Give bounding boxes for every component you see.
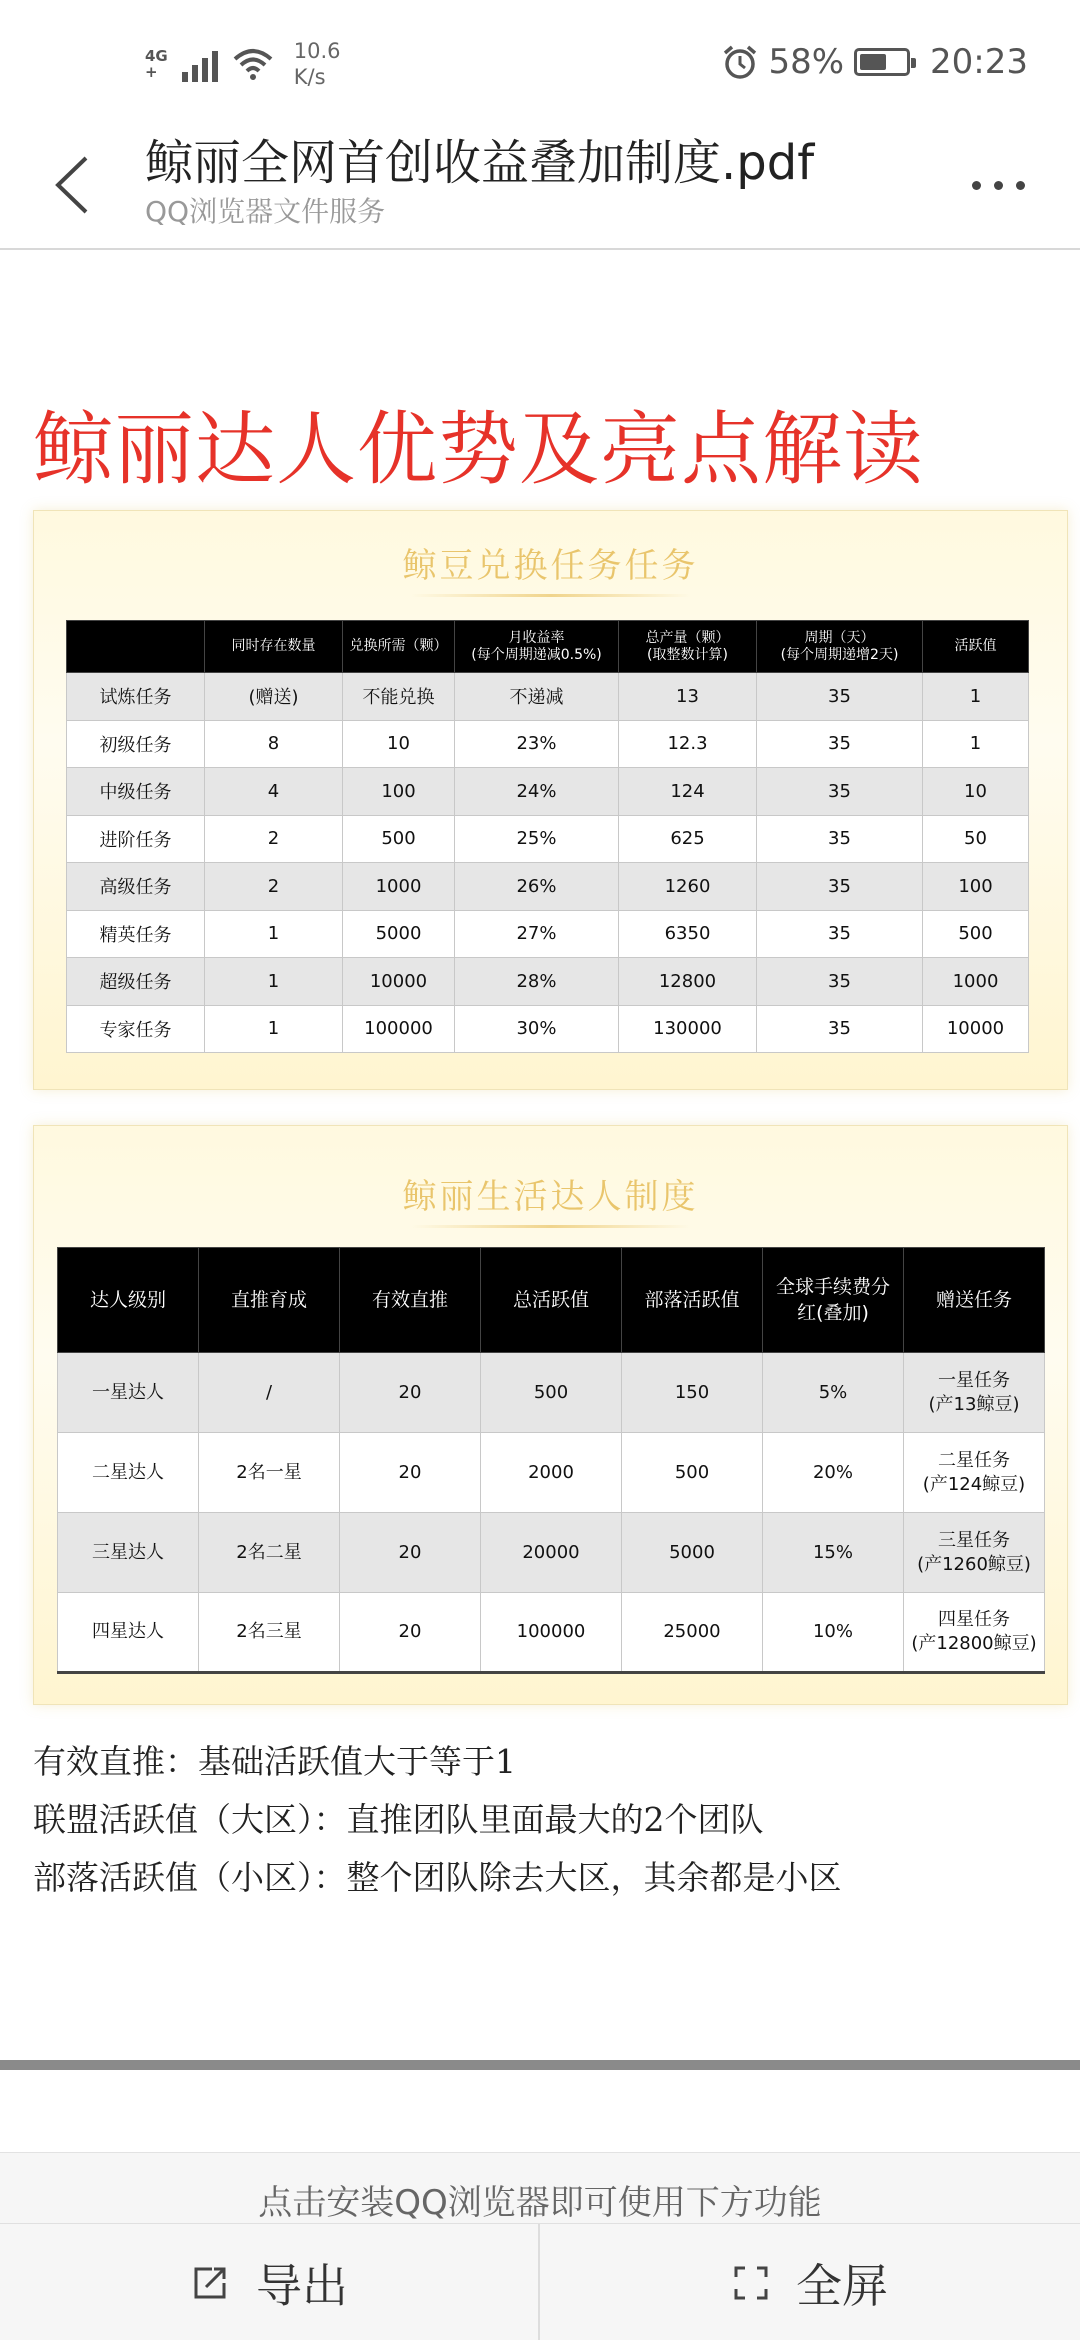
table-cell: 2名三星 xyxy=(199,1593,340,1673)
table-row xyxy=(67,720,1029,768)
table-cell: (赠送) xyxy=(205,673,343,721)
column-header xyxy=(67,621,205,673)
export-button[interactable] xyxy=(0,2224,540,2340)
table-cell: 130000 xyxy=(619,1005,757,1053)
notes xyxy=(33,1733,842,1907)
table-row xyxy=(58,1593,1045,1673)
table-cell: 2名一星 xyxy=(199,1433,340,1513)
table-cell: 35 xyxy=(757,863,923,911)
table-cell: 28% xyxy=(455,958,619,1006)
clock: 20:23 xyxy=(930,42,1028,82)
table-cell: 23% xyxy=(455,720,619,768)
table-cell: 不递减 xyxy=(455,673,619,721)
table-cell: 13 xyxy=(619,673,757,721)
table-cell: 12.3 xyxy=(619,720,757,768)
card-title: 鲸豆兑换任务任务 xyxy=(34,538,1067,587)
row-header-cell: 二星达人 xyxy=(58,1433,199,1513)
column-header: 部落活跃值 xyxy=(622,1248,763,1353)
table-cell: 1 xyxy=(923,673,1029,721)
document-subtitle: QQ浏览器文件服务 xyxy=(145,195,386,228)
row-header-cell: 试炼任务 xyxy=(67,673,205,721)
talent-system-table xyxy=(57,1247,1045,1674)
table-cell: 500 xyxy=(343,815,455,863)
row-header-cell: 三星达人 xyxy=(58,1513,199,1593)
table-cell: 35 xyxy=(757,815,923,863)
table-cell: 三星任务 (产1260鲸豆) xyxy=(904,1513,1045,1593)
wifi-icon xyxy=(232,47,274,81)
table-cell: 35 xyxy=(757,1005,923,1053)
export-label: 导出 xyxy=(256,2259,348,2313)
note-line: 有效直推：基础活跃值大于等于1 xyxy=(33,1742,516,1781)
table-cell: 20% xyxy=(763,1433,904,1513)
column-header: 活跃值 xyxy=(923,621,1029,673)
row-header-cell: 初级任务 xyxy=(67,720,205,768)
net-speed: 10.6 K/s xyxy=(293,39,341,89)
more-dot-icon xyxy=(972,181,981,190)
note-line: 部落活跃值（小区）：整个团队除去大区，其余都是小区 xyxy=(33,1858,842,1897)
fullscreen-button[interactable] xyxy=(540,2224,1080,2340)
table-cell: 50 xyxy=(923,815,1029,863)
table-cell: 35 xyxy=(757,673,923,721)
table-cell: 10000 xyxy=(923,1005,1029,1053)
card-title: 鲸丽生活达人制度 xyxy=(34,1169,1067,1218)
table-cell: 10 xyxy=(343,720,455,768)
column-header: 兑换所需（颗） xyxy=(343,621,455,673)
table-cell: 25000 xyxy=(622,1593,763,1673)
back-button[interactable] xyxy=(48,150,98,220)
column-header: 总活跃值 xyxy=(481,1248,622,1353)
row-header-cell: 四星达人 xyxy=(58,1593,199,1673)
table-cell: 100000 xyxy=(343,1005,455,1053)
table-cell: 不能兑换 xyxy=(343,673,455,721)
alarm-icon xyxy=(722,44,758,80)
table-row xyxy=(67,1005,1029,1053)
page-heading: 鲸丽达人优势及亮点解读 xyxy=(33,403,924,496)
table-cell: 124 xyxy=(619,768,757,816)
table-cell: 4 xyxy=(205,768,343,816)
table-cell: 27% xyxy=(455,910,619,958)
table-cell: 20 xyxy=(340,1593,481,1673)
table-cell: 26% xyxy=(455,863,619,911)
table-cell: 20 xyxy=(340,1433,481,1513)
cellular-signal-icon xyxy=(182,46,218,82)
column-header: 同时存在数量 xyxy=(205,621,343,673)
table-row xyxy=(58,1353,1045,1433)
column-header: 赠送任务 xyxy=(904,1248,1045,1353)
table-cell: 12800 xyxy=(619,958,757,1006)
table-cell: 150 xyxy=(622,1353,763,1433)
more-dot-icon xyxy=(1016,181,1025,190)
export-icon xyxy=(190,2263,230,2303)
table-cell: 1 xyxy=(205,1005,343,1053)
row-header-cell: 进阶任务 xyxy=(67,815,205,863)
network-type: 4G + xyxy=(145,47,168,81)
table-cell: 5000 xyxy=(622,1513,763,1593)
table-cell: 2名二星 xyxy=(199,1513,340,1593)
table-cell: 35 xyxy=(757,768,923,816)
table-cell: 500 xyxy=(622,1433,763,1513)
table-cell: 2 xyxy=(205,815,343,863)
status-right xyxy=(722,42,1028,82)
table-cell: 500 xyxy=(481,1353,622,1433)
table-cell: 1000 xyxy=(923,958,1029,1006)
table-header-row xyxy=(58,1248,1045,1353)
table-header-row xyxy=(67,621,1029,673)
table-cell: 2 xyxy=(205,863,343,911)
table-cell: 6350 xyxy=(619,910,757,958)
table-row xyxy=(67,863,1029,911)
table-cell: 35 xyxy=(757,910,923,958)
table-cell: 2000 xyxy=(481,1433,622,1513)
table-row xyxy=(67,815,1029,863)
table-row xyxy=(58,1513,1045,1593)
row-header-cell: 专家任务 xyxy=(67,1005,205,1053)
fullscreen-icon xyxy=(732,2264,770,2302)
install-bar xyxy=(0,2152,1080,2340)
table-cell: 100 xyxy=(343,768,455,816)
page-divider xyxy=(0,2060,1080,2070)
table-cell: 500 xyxy=(923,910,1029,958)
table-row xyxy=(67,910,1029,958)
more-dot-icon xyxy=(994,181,1003,190)
table-cell: 10% xyxy=(763,1593,904,1673)
column-header: 月收益率 (每个周期递减0.5%) xyxy=(455,621,619,673)
row-header-cell: 高级任务 xyxy=(67,863,205,911)
table-row xyxy=(67,768,1029,816)
row-header-cell: 中级任务 xyxy=(67,768,205,816)
chevron-left-icon xyxy=(48,150,98,220)
exchange-task-table xyxy=(66,620,1029,1053)
install-prompt[interactable]: 点击安装QQ浏览器即可使用下方功能 xyxy=(258,2183,822,2223)
more-options-button[interactable] xyxy=(972,170,1042,200)
table-cell: 35 xyxy=(757,958,923,1006)
row-header-cell: 超级任务 xyxy=(67,958,205,1006)
table-cell: 30% xyxy=(455,1005,619,1053)
table-cell: 20000 xyxy=(481,1513,622,1593)
table-cell: 24% xyxy=(455,768,619,816)
title-bar xyxy=(0,110,1080,250)
document-title: 鲸丽全网首创收益叠加制度.pdf xyxy=(145,135,815,191)
row-header-cell: 一星达人 xyxy=(58,1353,199,1433)
table-cell: 二星任务 (产124鲸豆) xyxy=(904,1433,1045,1513)
action-row xyxy=(0,2223,1080,2340)
table-cell: 1 xyxy=(205,910,343,958)
column-header: 总产量（颗） (取整数计算) xyxy=(619,621,757,673)
table-cell: 5% xyxy=(763,1353,904,1433)
column-header: 全球手续费分 红(叠加) xyxy=(763,1248,904,1353)
table-cell: 一星任务 (产13鲸豆) xyxy=(904,1353,1045,1433)
column-header: 有效直推 xyxy=(340,1248,481,1353)
table-cell: 四星任务 (产12800鲸豆) xyxy=(904,1593,1045,1673)
status-left xyxy=(145,38,341,90)
table-cell: 1 xyxy=(923,720,1029,768)
table-cell: 10 xyxy=(923,768,1029,816)
table-cell: 5000 xyxy=(343,910,455,958)
battery-icon xyxy=(854,48,910,76)
note-line: 联盟活跃值（大区）：直推团队里面最大的2个团队 xyxy=(33,1800,764,1839)
table-cell: 100 xyxy=(923,863,1029,911)
table-cell: 20 xyxy=(340,1353,481,1433)
column-header: 达人级别 xyxy=(58,1248,199,1353)
table-row xyxy=(67,673,1029,721)
table-cell: 625 xyxy=(619,815,757,863)
table-cell: 1260 xyxy=(619,863,757,911)
row-header-cell: 精英任务 xyxy=(67,910,205,958)
table-cell: 25% xyxy=(455,815,619,863)
table-cell: 35 xyxy=(757,720,923,768)
column-header: 周期（天） (每个周期递增2天) xyxy=(757,621,923,673)
table-cell: 1 xyxy=(205,958,343,1006)
table-cell: 100000 xyxy=(481,1593,622,1673)
table-cell: 15% xyxy=(763,1513,904,1593)
fullscreen-label: 全屏 xyxy=(796,2259,888,2313)
table-cell: / xyxy=(199,1353,340,1433)
status-bar xyxy=(0,0,1080,120)
battery-percent: 58% xyxy=(768,42,845,82)
table-cell: 20 xyxy=(340,1513,481,1593)
column-header: 直推育成 xyxy=(199,1248,340,1353)
table-cell: 8 xyxy=(205,720,343,768)
table-cell: 10000 xyxy=(343,958,455,1006)
table-row xyxy=(67,958,1029,1006)
table-cell: 1000 xyxy=(343,863,455,911)
table-row xyxy=(58,1433,1045,1513)
